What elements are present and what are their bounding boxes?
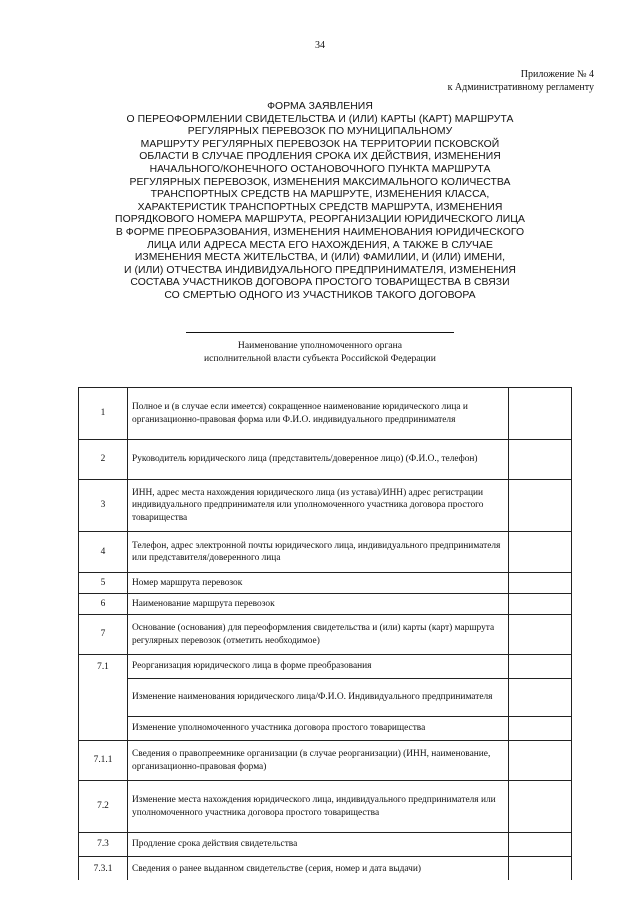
title-line: ЛИЦА ИЛИ АДРЕСА МЕСТА ЕГО НАХОЖДЕНИЯ, А ТАКЖЕ В СЛУЧАЕ (147, 239, 493, 251)
title-line: РЕГУЛЯРНЫХ ПЕРЕВОЗОК, ИЗМЕНЕНИЯ МАКСИМАЛЬНОГО КОЛИЧЕСТВА (129, 176, 511, 188)
row-value-cell[interactable] (509, 440, 572, 480)
title-line: РЕГУЛЯРНЫХ ПЕРЕВОЗОК ПО МУНИЦИПАЛЬНОМУ (187, 126, 453, 138)
title-line: ПОРЯДКОВОГО НОМЕРА МАРШРУТА, РЕОРГАНИЗАЦИИ ЮРИДИЧЕСКОГО ЛИЦА (115, 214, 525, 226)
title-line: МАРШРУТУ РЕГУЛЯРНЫХ ПЕРЕВОЗОК НА ТЕРРИТОРИИ ПСКОВСКОЙ (140, 138, 500, 150)
table-row (79, 440, 572, 480)
row-label: Наименование маршрута перевозок (128, 594, 509, 615)
title-line: СОСТАВА УЧАСТНИКОВ ДОГОВОРА ПРОСТОГО ТОВАРИЩЕСТВА В СВЯЗИ (130, 277, 510, 289)
table-row (79, 781, 572, 833)
row-number: 7.3.1 (79, 857, 128, 883)
row-label: Сведения о ранее выданном свидетельстве (серия, номер и дата выдачи) (128, 857, 509, 883)
title-line: И (ИЛИ) ОТЧЕСТВА ИНДИВИДУАЛЬНОГО ПРЕДПРИНИМАТЕЛЯ, ИЗМЕНЕНИЯ (124, 264, 516, 276)
title-line: НАЧАЛЬНОГО/КОНЕЧНОГО ОСТАНОВОЧНОГО ПУНКТА МАРШРУТА (149, 163, 491, 175)
row-value-cell[interactable] (509, 480, 572, 532)
row-label: Изменение места нахождения юридического лица, индивидуального предпринимателя или уполномоченного участника договора простого товарищества (128, 781, 509, 833)
row-value-cell[interactable] (509, 741, 572, 781)
table-row (79, 573, 572, 594)
row-value-cell[interactable] (509, 594, 572, 615)
appendix-note (448, 68, 594, 94)
row-number: 7.1 (79, 655, 128, 741)
title-line: ОБЛАСТИ В СЛУЧАЕ ПРОДЛЕНИЯ СРОКА ИХ ДЕЙСТВИЯ, ИЗМЕНЕНИЯ (139, 151, 501, 163)
table-row (79, 857, 572, 883)
row-label: Изменение уполномоченного участника договора простого товарищества (128, 717, 509, 741)
row-value-cell[interactable] (509, 679, 572, 717)
application-form-table (78, 387, 572, 883)
page-number: 34 (315, 40, 325, 51)
row-label: ИНН, адрес места нахождения юридического лица (из устава)/ИНН) адрес регистрации индивидуального предпринимателя или уполномоченного участника договора простого товарищества (128, 480, 509, 532)
page-bottom-margin (0, 880, 640, 905)
row-label: Руководитель юридического лица (представитель/доверенное лицо) (Ф.И.О., телефон) (128, 440, 509, 480)
row-number: 7.3 (79, 833, 128, 857)
row-number: 3 (79, 480, 128, 532)
table-row (79, 480, 572, 532)
row-number: 7.1.1 (79, 741, 128, 781)
title-line: ФОРМА ЗАЯВЛЕНИЯ (267, 101, 373, 112)
table-row (79, 717, 572, 741)
row-label: Реорганизация юридического лица в форме преобразования (128, 655, 509, 679)
table-row (79, 615, 572, 655)
row-number: 2 (79, 440, 128, 480)
table-row (79, 741, 572, 781)
title-line: ХАРАКТЕРИСТИК ТРАНСПОРТНЫХ СРЕДСТВ МАРШРУТА, ИЗМЕНЕНИЯ (137, 201, 503, 213)
row-value-cell[interactable] (509, 833, 572, 857)
authority-name-line[interactable] (186, 332, 454, 333)
appendix-line: Приложение № 4 (520, 69, 594, 80)
row-value-cell[interactable] (509, 857, 572, 883)
title-line: СО СМЕРТЬЮ ОДНОГО ИЗ УЧАСТНИКОВ ТАКОГО ДОГОВОРА (164, 289, 476, 301)
table-row (79, 679, 572, 717)
row-label: Номер маршрута перевозок (128, 573, 509, 594)
caption-line: исполнительной власти субъекта Российской Федерации (204, 353, 436, 364)
row-value-cell[interactable] (509, 615, 572, 655)
table-row (79, 655, 572, 679)
title-line: О ПЕРЕОФОРМЛЕНИИ СВИДЕТЕЛЬСТВА И (ИЛИ) КАРТЫ (КАРТ) МАРШРУТА (126, 113, 514, 125)
row-label: Изменение наименования юридического лица/Ф.И.О. Индивидуального предпринимателя (128, 679, 509, 717)
row-label: Полное и (в случае если имеется) сокращенное наименование юридического лица и организационно-правовая форма или Ф.И.О. индивидуального предпринимателя (128, 388, 509, 440)
table-row (79, 594, 572, 615)
row-value-cell[interactable] (509, 717, 572, 741)
table-row (79, 388, 572, 440)
title-line: В ФОРМЕ ПРЕОБРАЗОВАНИЯ, ИЗМЕНЕНИЯ НАИМЕНОВАНИЯ ЮРИДИЧЕСКОГО (115, 226, 525, 238)
title-line: ТРАНСПОРТНЫХ СРЕДСТВ НА МАРШРУТЕ, ИЗМЕНЕНИЯ КЛАССА, (150, 189, 490, 201)
row-number: 1 (79, 388, 128, 440)
caption-line: Наименование уполномоченного органа (237, 340, 403, 351)
title-line: ИЗМЕНЕНИЯ МЕСТА ЖИТЕЛЬСТВА, И (ИЛИ) ФАМИЛИИ, И (ИЛИ) ИМЕНИ, (134, 252, 506, 264)
row-number: 7 (79, 615, 128, 655)
row-value-cell[interactable] (509, 781, 572, 833)
form-title (90, 101, 550, 303)
row-label: Продление срока действия свидетельства (128, 833, 509, 857)
row-number: 7.2 (79, 781, 128, 833)
appendix-line: к Административному регламенту (447, 82, 594, 93)
row-value-cell[interactable] (509, 532, 572, 573)
row-label: Основание (основания) для переоформления свидетельства и (или) карты (карт) маршрута регулярных перевозок (отметить необходимое) (128, 615, 509, 655)
row-number: 6 (79, 594, 128, 615)
row-value-cell[interactable] (509, 573, 572, 594)
row-label: Телефон, адрес электронной почты юридического лица, индивидуального предпринимателя или представителя/доверенного лица (128, 532, 509, 573)
row-value-cell[interactable] (509, 655, 572, 679)
row-number: 5 (79, 573, 128, 594)
row-value-cell[interactable] (509, 388, 572, 440)
authority-caption (120, 339, 520, 365)
table-row (79, 833, 572, 857)
table-row (79, 532, 572, 573)
row-number: 4 (79, 532, 128, 573)
row-label: Сведения о правопреемнике организации (в случае реорганизации) (ИНН, наименование, организационно-правовая форма) (128, 741, 509, 781)
